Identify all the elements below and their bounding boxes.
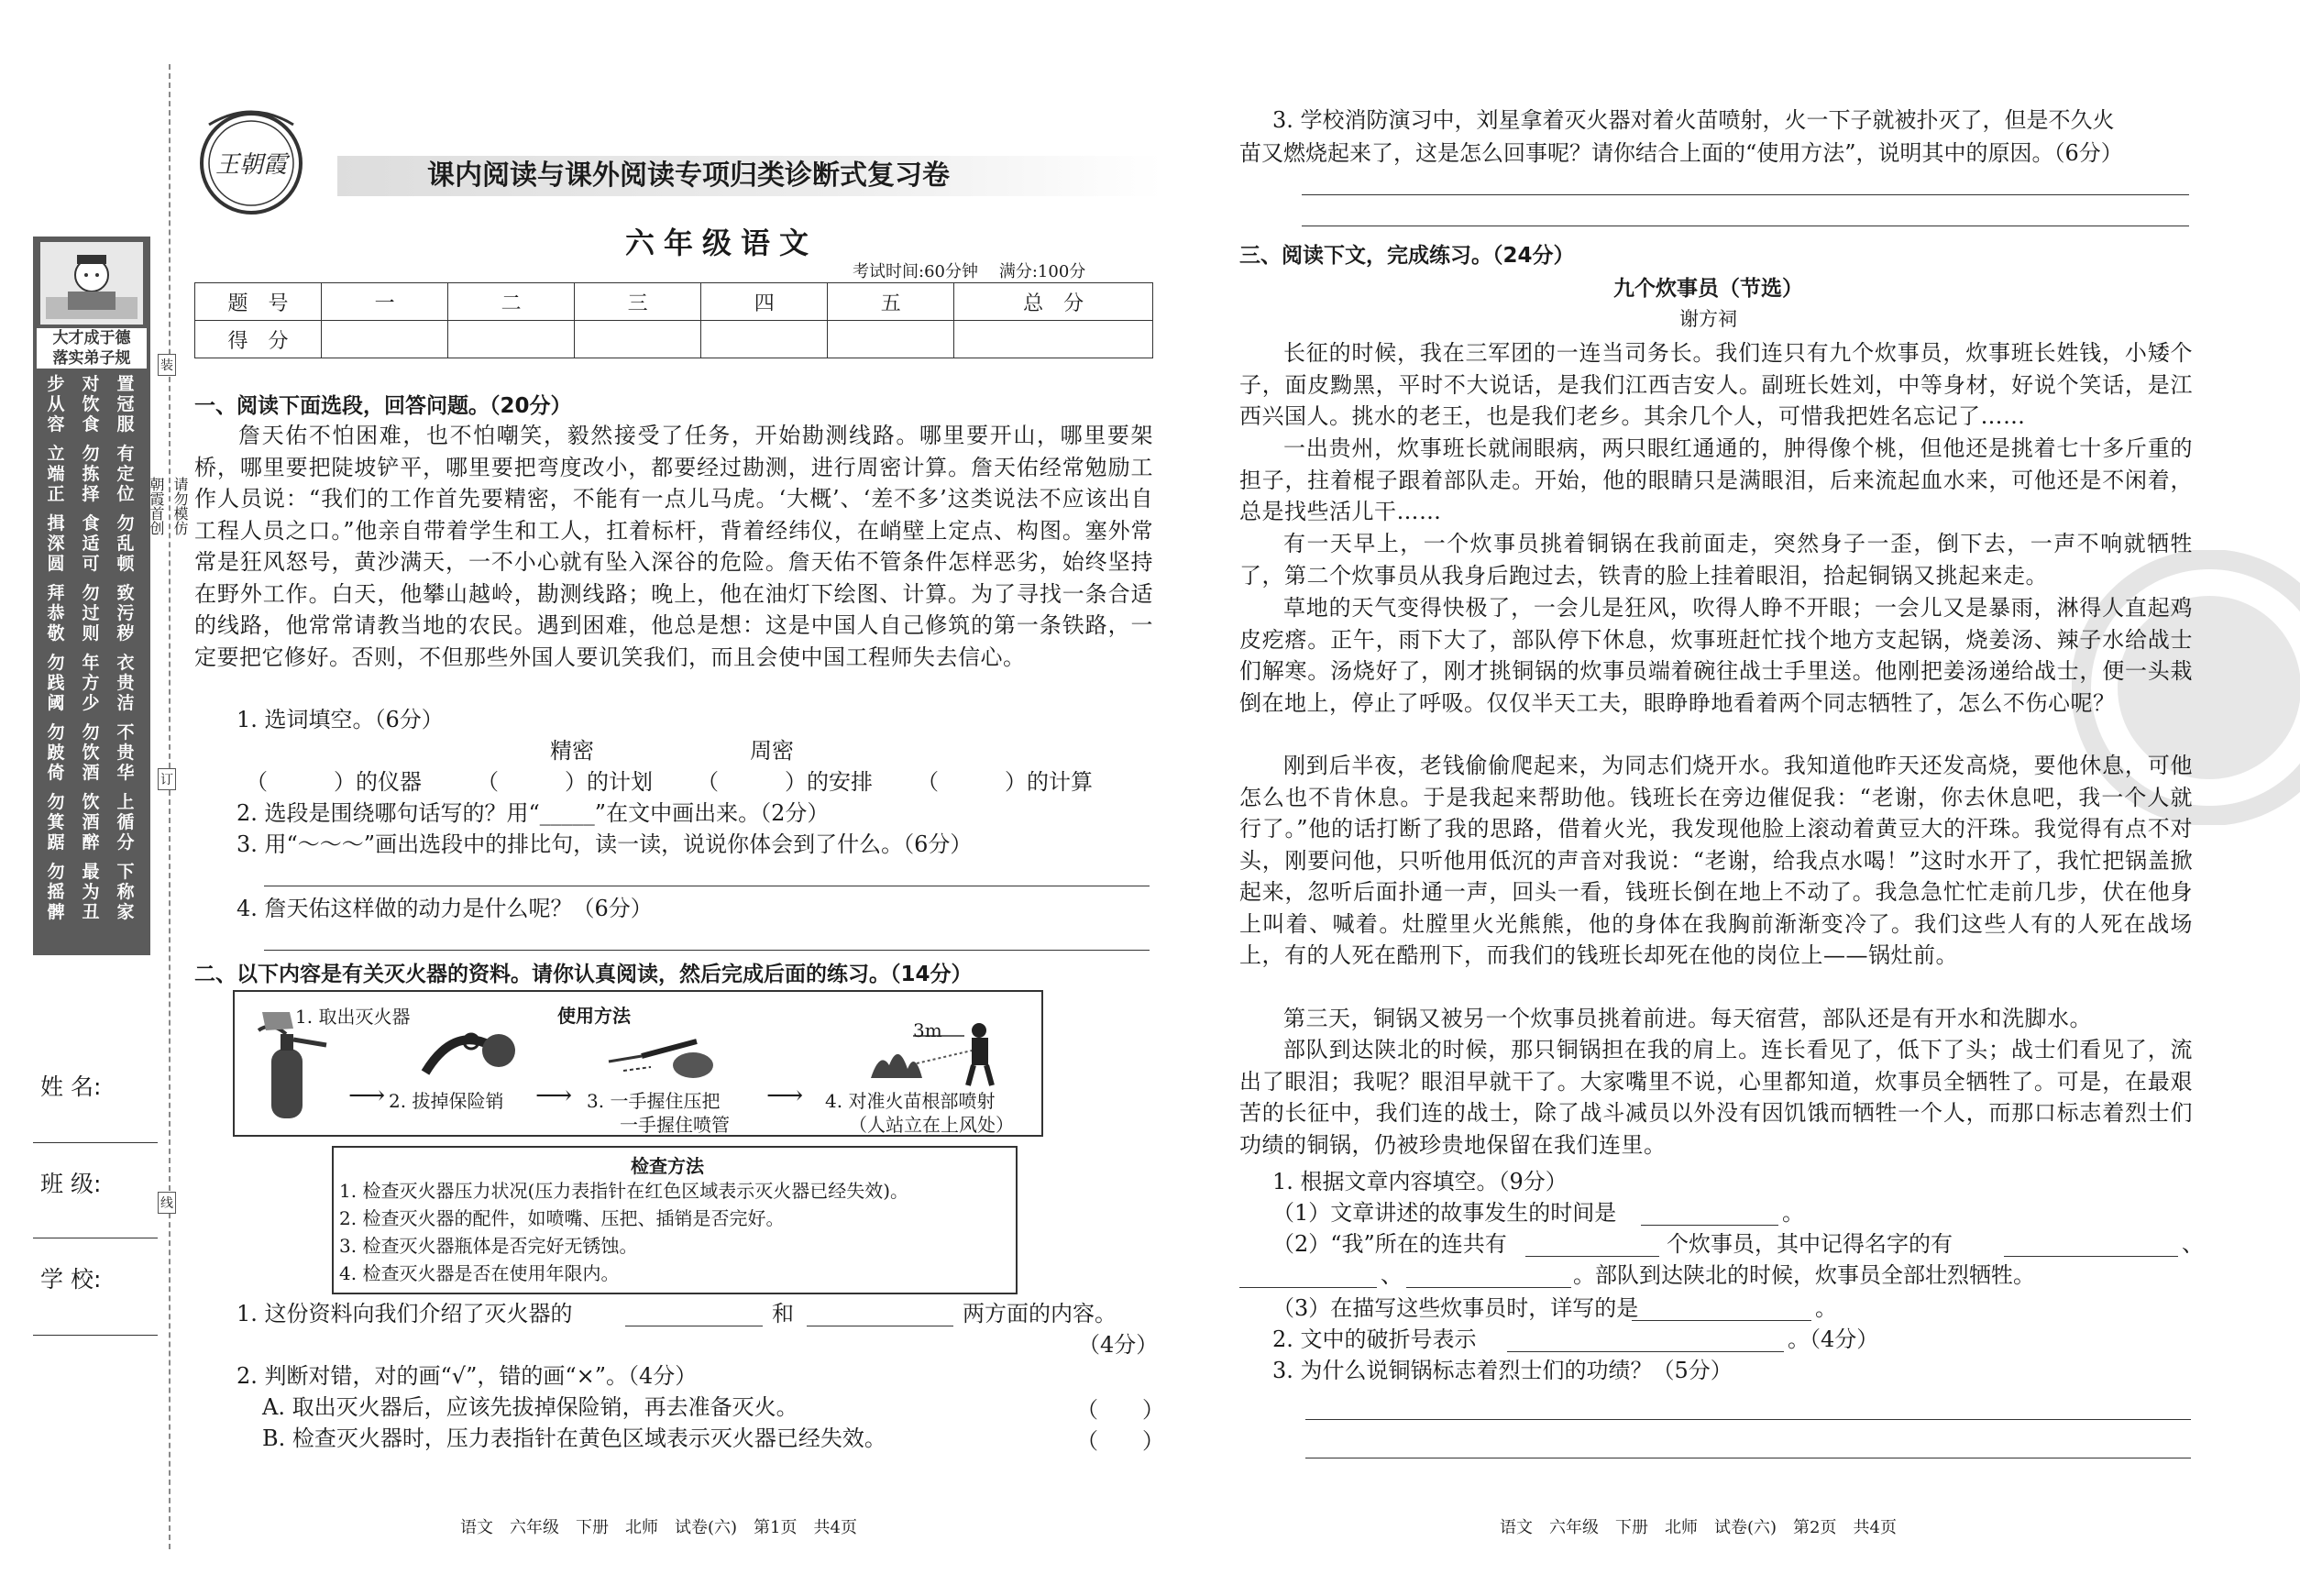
s1-blank3[interactable]: （ ）的安排 (697, 769, 873, 795)
score-table (194, 282, 1153, 358)
score-header-cell: 四 (701, 283, 828, 321)
verse-column: 下 称 家 (116, 862, 135, 922)
s1-q4-answer[interactable] (264, 950, 1150, 951)
section1-heading: 一、阅读下面选段，回答问题。（20分） (194, 394, 572, 418)
arrow-icon-2: ⟶ (535, 1080, 573, 1110)
seal-mark-1: 装 (158, 354, 176, 376)
score-cell[interactable] (701, 321, 828, 358)
pull-pin-icon (416, 1018, 526, 1082)
s1-blank2[interactable]: （ ）的计划 (477, 769, 653, 795)
s1-word2: 周密 (750, 738, 794, 764)
s2-q1-score: （4分） (1078, 1332, 1159, 1358)
article-title: 九个炊事员（节选） (1613, 277, 1803, 301)
verse-column: 年 方 少 (82, 653, 100, 713)
exam-info: 考试时间:60分钟 满分:100分 (853, 262, 1086, 281)
sidebar-note (145, 477, 165, 535)
s2-q3a: 3. 学校消防演习中，刘星拿着灭火器对着火苗喷射，火一下子就被扑灭了，但是不久火 (1272, 107, 2115, 133)
verse-column: 衣 贵 洁 (116, 653, 135, 713)
check-4: 4. 检查灭火器是否在使用年限内。 (339, 1262, 620, 1284)
s3-q1-3: （3）在描写这些炊事员时，详写的是 (1272, 1295, 1639, 1321)
s3-q3-answer-1[interactable] (1305, 1419, 2191, 1420)
article-p4: 草地的天气变得快极了，一会儿是狂风，吹得人睁不开眼；一会儿又是暴雨，淋得人直起鸡皮疙瘩。正午，雨下大了，部队停下休息，炊事班赶忙找个地方支起锅，烧姜汤、辣子水给战士们解寒。汤烧好了，刚才挑铜锅的炊事员端着碗往战士手里送。他刚把姜汤递给战士，便一头栽倒在地上，停止了呼吸。仅仅半天工夫，眼睁睁地看着两个同志牺牲了，怎么不伤心呢？ (1239, 595, 2193, 716)
score-cell[interactable] (828, 321, 954, 358)
verse-column: 有 定 位 (116, 444, 135, 504)
step2-label: 2. 拔掉保险销 (389, 1090, 504, 1112)
section3-heading: 三、阅读下文，完成练习。（24分） (1239, 244, 1575, 268)
verse-column: 勿 践 阈 (47, 653, 65, 713)
score-header-cell: 二 (448, 283, 575, 321)
sidebar-motto-1: 大才成于德 (52, 329, 131, 347)
check-1: 1. 检查灭火器压力状况(压力表指针在红色区域表示灭火器已经失效)。 (339, 1180, 909, 1202)
s1-q3: 3. 用“～～～”画出选段中的排比句，读一读，说说你体会到了什么。（6分） (237, 831, 973, 857)
s3-q1-2-blank4[interactable] (1406, 1287, 1571, 1288)
arrow-icon-3: ⟶ (766, 1080, 804, 1110)
dizigui-verses (40, 374, 143, 942)
s1-blank1[interactable]: （ ）的仪器 (246, 769, 422, 795)
verse-column: 揖 深 圆 (47, 513, 65, 574)
s3-q3: 3. 为什么说铜锅标志着烈士们的功绩？（5分） (1272, 1358, 1733, 1383)
sidebar-banner (33, 237, 150, 955)
s3-q1-1-period: 。 (1782, 1200, 1804, 1226)
footer-right: 语文 六年级 下册 北师 试卷(六) 第2页 共4页 (1500, 1518, 1897, 1537)
verse-column: 对 饮 食 (82, 374, 100, 435)
s3-q1-3-blank[interactable] (1632, 1320, 1811, 1321)
article-p1: 长征的时候，我在三军团的一连当司务长。我们连只有九个炊事员，炊事班长姓钱，小矮个子，面皮黝黑，平时不大说话，是我们江西吉安人。副班长姓刘，中等身材，好说个笑话，是江西兴国人。挑水的老王，也是我们老乡。其余几个人，可惜我把姓名忘记了…… (1239, 340, 2193, 429)
score-header-cell: 题 号 (195, 283, 322, 321)
article-p2: 一出贵州，炊事班长就闹眼病，两只眼红通通的，肿得像个桃，但他还是挑着七十多斤重的担子，拄着棍子跟着部队走。开始，他的眼睛只是满眼泪，后来流起血水来，可他还是不闲着，总是找些活儿干…… (1239, 435, 2193, 524)
s2-q1c: 两方面的内容。 (963, 1301, 1117, 1326)
section2-heading: 二、以下内容是有关灭火器的资料。请你认真阅读，然后完成后面的练习。（14分） (194, 963, 973, 986)
verse-column: 步 从 容 (47, 374, 65, 435)
verse-column: 最 为 丑 (82, 862, 100, 922)
binding-line (169, 64, 171, 1549)
s1-blank4[interactable]: （ ）的计算 (917, 769, 1093, 795)
check-title: 检查方法 (631, 1155, 704, 1177)
s2-q3-answer-1[interactable] (1302, 194, 2189, 195)
verse-column: 饮 酒 醉 (82, 792, 100, 853)
verse-column: 勿 箕 踞 (47, 792, 65, 853)
s2-q2b-answer[interactable]: （ ） (1076, 1428, 1164, 1454)
s3-q1-1: （1）文章讲述的故事发生的时间是 (1272, 1200, 1617, 1226)
check-2: 2. 检查灭火器的配件，如喷嘴、压把、插销是否完好。 (339, 1207, 785, 1229)
check-3: 3. 检查灭火器瓶体是否完好无锈蚀。 (339, 1235, 638, 1257)
s3-q1-2-blank3[interactable] (1239, 1287, 1377, 1288)
verse-column: 拜 恭 敬 (47, 583, 65, 644)
s3-q2-score: 。（4分） (1788, 1326, 1879, 1352)
s3-q1-2-blank1[interactable] (1525, 1256, 1659, 1257)
verse-column: 立 端 正 (47, 444, 65, 504)
article-p6: 第三天，铜锅又被另一个炊事员挑着前进。每天宿营，部队还是有开水和洗脚水。 (1283, 1006, 2092, 1031)
score-cell[interactable] (322, 321, 448, 358)
article-author: 谢方祠 (1679, 308, 1737, 330)
s3-q1-3-period: 。 (1815, 1295, 1837, 1321)
s2-q1b: 和 (772, 1301, 794, 1326)
s2-q2a: A. 取出灭火器后，应该先拔掉保险销，再去准备灭火。 (262, 1394, 798, 1420)
s3-q1-2c: 、 (2182, 1231, 2204, 1257)
note-2: 请勿模仿 (171, 477, 189, 535)
verse-column: 不 贵 华 (116, 722, 135, 783)
usage-title: 使用方法 (557, 1005, 631, 1027)
verse-column: 致 污 秽 (116, 583, 135, 644)
s3-q1-2d: 。部队到达陕北的时候，炊事员全部壮烈牺牲。 (1573, 1262, 2035, 1288)
s2-q2a-answer[interactable]: （ ） (1076, 1397, 1164, 1423)
s3-q2-blank[interactable] (1507, 1351, 1784, 1352)
verse-column: 上 循 分 (116, 792, 135, 853)
verse-column: 勿 跛 倚 (47, 722, 65, 783)
s1-q2: 2. 选段是围绕哪句话写的？用“_____”在文中画出来。（2分） (237, 800, 830, 826)
grip-icon (605, 1034, 724, 1085)
s3-q1-2a: （2）“我”所在的连共有 (1272, 1231, 1507, 1257)
s3-q2: 2. 文中的破折号表示 (1272, 1326, 1477, 1352)
s1-q1: 1. 选词填空。（6分） (237, 707, 444, 732)
note-1: 朝霞首创 (148, 477, 165, 535)
arrow-icon-1: ⟶ (348, 1080, 386, 1110)
verse-column: 勿 过 则 (82, 583, 100, 644)
s3-q1-1-blank[interactable] (1641, 1225, 1778, 1226)
score-cell[interactable] (448, 321, 575, 358)
s2-q3b: 苗又燃烧起来了，这是怎么回事呢？请你结合上面的“使用方法”，说明其中的原因。（6分） (1239, 140, 2123, 166)
s2-q1a: 1. 这份资料向我们介绍了灭火器的 (237, 1301, 573, 1326)
score-cell[interactable] (575, 321, 701, 358)
article-p5: 刚到后半夜，老钱偷偷爬起来，为同志们烧开水。我知道他昨天还发高烧，要他休息，可他怎么也不肯休息。于是我起来帮助他。钱班长在旁边催促我：“老谢，你去休息吧，我一个人就行了。”他的话打断了我的思路，借着火光，我发现他脸上滚动着黄豆大的汗珠。我觉得有点不对头，刚要问他，只听他用低沉的声音对我说：“老谢，给我点水喝！”这时水开了，我忙把锅盖掀起来，忽听后面扑通一声，回头一看，钱班长倒在地上不动了。我急急忙忙走前几步，伏在他身上叫着、喊着。灶膛里火光熊熊，他的身体在我胸前渐渐变冷了。我们这些人有的人死在战场上，有的人死在酷刑下，而我们的钱班长却死在他的岗位上——锅灶前。 (1239, 753, 2193, 968)
s2-q2b: B. 检查灭火器时，压力表指针在黄色区域表示灭火器已经失效。 (262, 1425, 886, 1451)
score-header-cell: 三 (575, 283, 701, 321)
score-header-cell: 一 (322, 283, 448, 321)
logo (191, 103, 312, 218)
verse-column: 勿 乱 顿 (116, 513, 135, 574)
s1-word1: 精密 (550, 738, 594, 764)
school-label: 学 校: (40, 1266, 102, 1293)
step4b-label: （人站立在上风处） (849, 1114, 1014, 1136)
school-field[interactable] (33, 1335, 158, 1336)
class-label: 班 级: (40, 1171, 102, 1197)
verse-column: 食 适 可 (82, 513, 100, 574)
step4a-label: 4. 对准火苗根部喷射 (825, 1090, 996, 1112)
s2-q2: 2. 判断对错，对的画“√”，错的画“×”。（4分） (237, 1363, 698, 1389)
sidebar-motto-2: 落实弟子规 (52, 349, 131, 368)
name-label: 姓 名: (40, 1073, 102, 1100)
article-p3: 有一天早上，一个炊事员挑着铜锅在我前面走，突然身子一歪，倒下去，一声不响就牺牲了，第二个炊事员从我身后跑过去，铁青的脸上挂着眼泪，拾起铜锅又挑起来走。 (1239, 531, 2193, 589)
subject-title: 六年级语文 (625, 226, 819, 260)
distance-label: 3m (913, 1019, 942, 1041)
s3-q1: 1. 根据文章内容填空。（9分） (1272, 1169, 1568, 1194)
seal-mark-3: 线 (158, 1192, 176, 1214)
step1-label: 1. 取出灭火器 (295, 1006, 411, 1028)
score-cell: 得 分 (195, 321, 322, 358)
section1-passage: 詹天佑不怕困难，也不怕嘲笑，毅然接受了任务，开始勘测线路。哪里要开山，哪里要架桥，哪里要把陡坡铲平，哪里要把弯度改小，都要经过勘测，进行周密计算。詹天佑经常勉励工作人员说：“我们的工作首先要精密，不能有一点儿马虎。‘大概’、‘差不多’这类说法不应该出自工程人员之口。”他亲自带着学生和工人，扛着标杆，背着经纬仪，在峭壁上定点、构图。塞外常常是狂风怒号，黄沙满天，一不小心就有坠入深谷的危险。詹天佑不管条件怎样恶劣，始终坚持在野外工作。白天，他攀山越岭，勘测线路；晚上，他在油灯下绘图、计算。为了寻找一条合适的线路，他常常请教当地的农民。遇到困难，他总是想：这是中国人自己修筑的第一条铁路，一定要把它修好。否则，不但那些外国人要讥笑我们，而且会使中国工程师失去信心。 (194, 423, 1153, 670)
svg-text:王朝霞: 王朝霞 (215, 151, 288, 179)
step3b-label: 一手握住喷管 (620, 1114, 730, 1136)
banner-title: 课内阅读与课外阅读专项归类诊断式复习卷 (427, 160, 950, 192)
score-header-cell: 总 分 (954, 283, 1153, 321)
s3-q1-2-sep: 、 (1381, 1262, 1403, 1288)
verse-column: 勿 摇 髀 (47, 862, 65, 922)
name-field[interactable] (33, 1142, 158, 1143)
step3a-label: 3. 一手握住压把 (587, 1090, 721, 1112)
verse-column: 勿 饮 酒 (82, 722, 100, 783)
s1-q4: 4. 詹天佑这样做的动力是什么呢？（6分） (237, 896, 653, 921)
score-cell[interactable] (954, 321, 1153, 358)
verse-column: 勿 拣 择 (82, 444, 100, 504)
scholar-illustration (40, 242, 143, 325)
s3-q1-2-blank2[interactable] (2004, 1256, 2178, 1257)
footer-left: 语文 六年级 下册 北师 试卷(六) 第1页 共4页 (460, 1518, 857, 1537)
seal-mark-2: 订 (158, 768, 176, 790)
verse-column: 置 冠 服 (116, 374, 135, 435)
s3-q1-2b: 个炊事员，其中记得名字的有 (1667, 1231, 1953, 1257)
score-header-cell: 五 (828, 283, 954, 321)
article-p7: 部队到达陕北的时候，那只铜锅担在我的肩上。连长看见了，低下了头；战士们看见了，流出了眼泪；我呢？眼泪早就干了。大家嘴里不说，心里都知道，炊事员全牺牲了。可是，在最艰苦的长征中，我们连的战士，除了战斗减员以外没有因饥饿而牺牲一个人，而那口标志着烈士们功绩的铜锅，仍被珍贵地保留在我们连里。 (1239, 1037, 2193, 1158)
